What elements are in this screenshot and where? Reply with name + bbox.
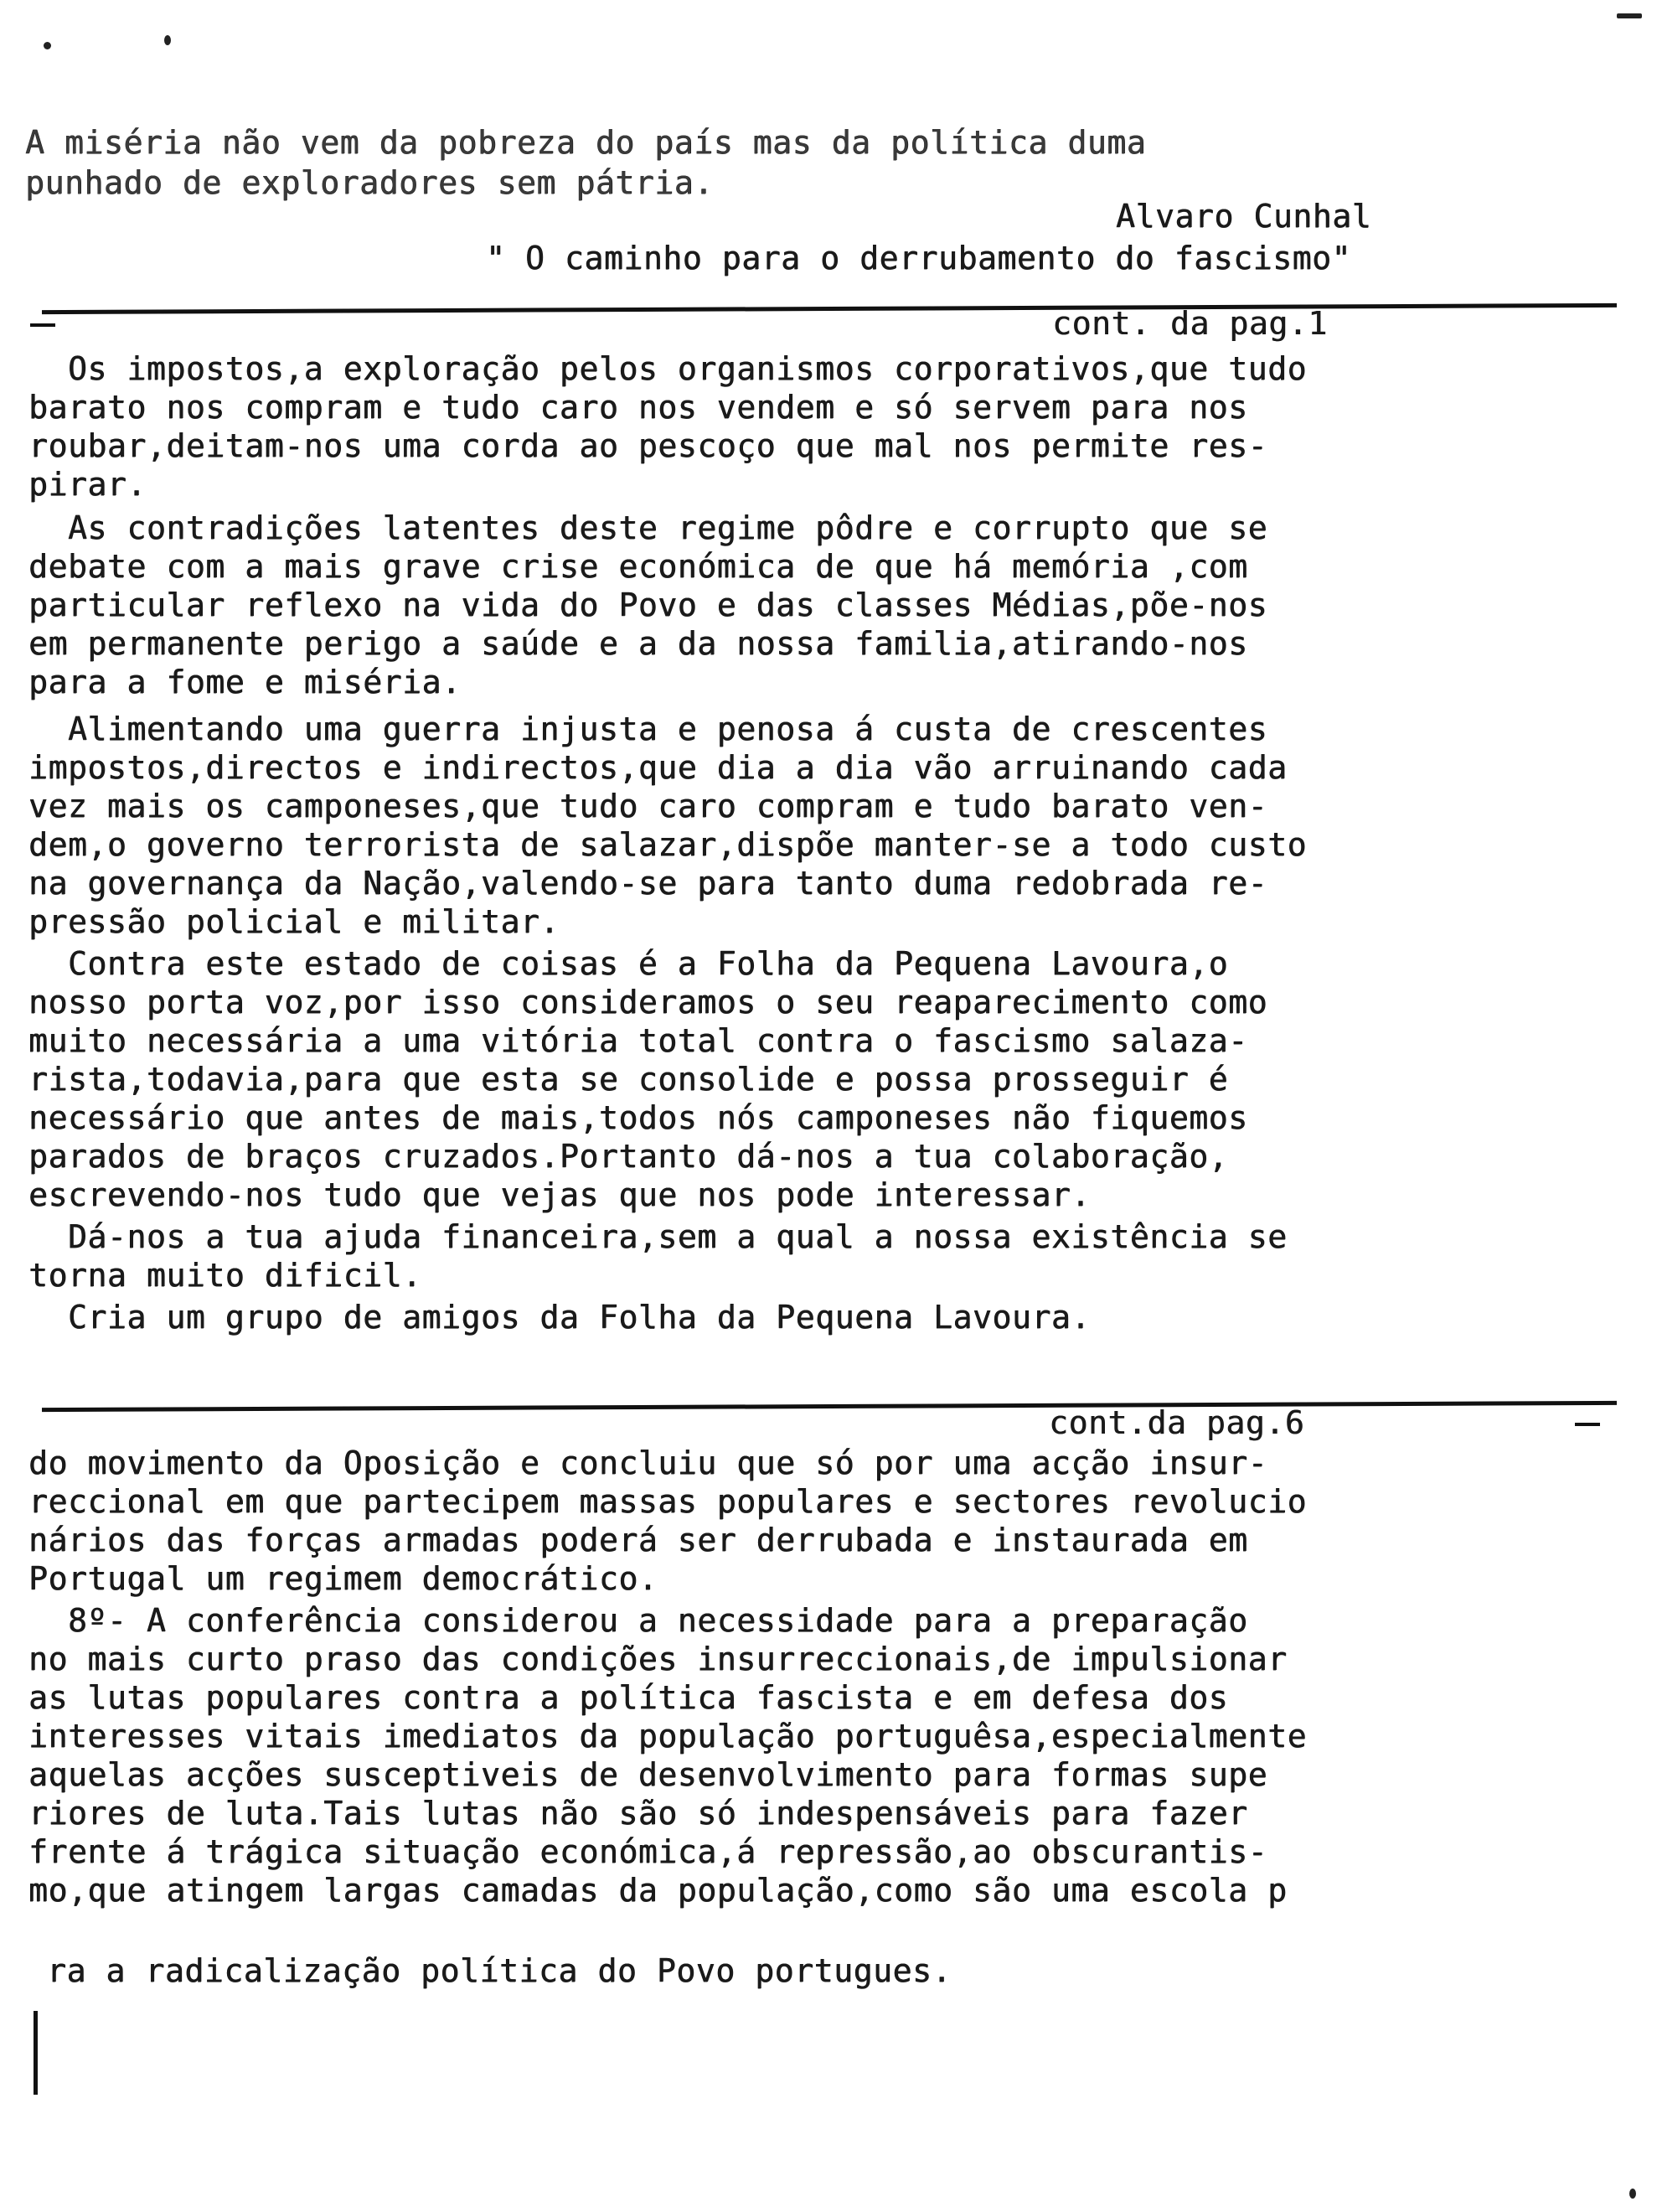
body-line: torna muito dificil. — [28, 1257, 422, 1294]
section-divider — [42, 303, 1617, 314]
epigraph-line: A miséria não vem da pobreza do país mas da política duma — [25, 124, 1147, 161]
body-line: As contradições latentes deste regime pôdre e corrupto que se — [28, 509, 1268, 546]
scan-speck — [1629, 2189, 1636, 2199]
body-line: necessário que antes de mais,todos nós camponeses não fiquemos — [28, 1099, 1248, 1136]
body-line: nosso porta voz,por isso consideramos o seu reaparecimento como — [28, 984, 1268, 1021]
body-line: para a fome e miséria. — [28, 664, 462, 700]
body-line: impostos,directos e indirectos,que dia a dia vão arruinando cada — [28, 749, 1288, 786]
epigraph-line: punhado de exploradores sem pátria. — [25, 164, 714, 201]
body-line: riores de luta.Tais lutas não são só indespensáveis para fazer — [28, 1795, 1248, 1832]
body-line: Alimentando uma guerra injusta e penosa á custa de crescentes — [28, 711, 1268, 747]
body-line: dem,o governo terrorista de salazar,dispõe manter-se a todo custo — [28, 826, 1308, 863]
scan-speck — [1617, 13, 1642, 18]
body-line: escrevendo-nos tudo que vejas que nos pode interessar. — [28, 1176, 1091, 1213]
body-line: debate com a mais grave crise económica de que há memória ,com — [28, 548, 1248, 585]
epigraph-source: " O caminho para o derrubamento do fascismo" — [486, 240, 1352, 276]
body-line: roubar,deitam-nos uma corda ao pescoço que mal nos permite res- — [28, 427, 1268, 464]
body-line: Contra este estado de coisas é a Folha da Pequena Lavoura,o — [28, 945, 1229, 982]
body-line: nários das forças armadas poderá ser derrubada e instaurada em — [28, 1522, 1248, 1558]
scan-speck — [44, 42, 51, 49]
body-line: Cria um grupo de amigos da Folha da Pequena Lavoura. — [28, 1299, 1091, 1336]
body-line: particular reflexo na vida do Povo e das classes Médias,põe-nos — [28, 587, 1268, 623]
body-line: pressão policial e militar. — [28, 903, 560, 940]
body-line: as lutas populares contra a política fascista e em defesa dos — [28, 1679, 1229, 1716]
divider-tick — [30, 323, 55, 327]
body-line: do movimento da Oposição e concluiu que só por uma acção insur- — [28, 1445, 1268, 1481]
body-line: Dá-nos a tua ajuda financeira,sem a qual a nossa existência se — [28, 1218, 1288, 1255]
body-line: Portugal um regimem democrático. — [28, 1560, 658, 1597]
body-line: vez mais os camponeses,que tudo caro compram e tudo barato ven- — [28, 788, 1268, 824]
body-line: Os impostos,a exploração pelos organismos corporativos,que tudo — [28, 350, 1308, 387]
body-line: na governança da Nação,valendo-se para tanto duma redobrada re- — [28, 865, 1268, 902]
body-line: 8º- A conferência considerou a necessidade para a preparação — [28, 1602, 1248, 1639]
scan-speck — [164, 35, 171, 45]
body-line: aquelas acções susceptiveis de desenvolvimento para formas supe — [28, 1756, 1268, 1793]
body-line: reccional em que partecipem massas populares e sectores revolucio — [28, 1483, 1308, 1520]
body-line: ra a radicalização política do Povo portugues. — [47, 1952, 952, 1989]
body-line: frente á trágica situação económica,á repressão,ao obscurantis- — [28, 1833, 1268, 1870]
body-line: parados de braços cruzados.Portanto dá-nos a tua colaboração, — [28, 1138, 1229, 1175]
divider-tick — [1575, 1423, 1600, 1426]
body-line: mo,que atingem largas camadas da população,como são uma escola p — [28, 1872, 1288, 1909]
body-line: interesses vitais imediatos da população portuguêsa,especialmente — [28, 1718, 1308, 1755]
body-line: rista,todavia,para que esta se consolide e possa prosseguir é — [28, 1061, 1229, 1098]
continuation-label: cont.da pag.6 — [1049, 1404, 1305, 1441]
body-line: em permanente perigo a saúde e a da nossa familia,atirando-nos — [28, 625, 1248, 662]
section-divider — [42, 1401, 1617, 1412]
continuation-label: cont. da pag.1 — [1052, 305, 1328, 342]
body-line: pirar. — [28, 466, 147, 503]
margin-bar — [34, 2011, 38, 2095]
body-line: no mais curto praso das condições insurreccionais,de impulsionar — [28, 1641, 1288, 1677]
body-line: muito necessária a uma vitória total contra o fascismo salaza- — [28, 1022, 1248, 1059]
body-line: barato nos compram e tudo caro nos vendem e só servem para nos — [28, 389, 1248, 426]
epigraph-author: Alvaro Cunhal — [1116, 198, 1372, 235]
